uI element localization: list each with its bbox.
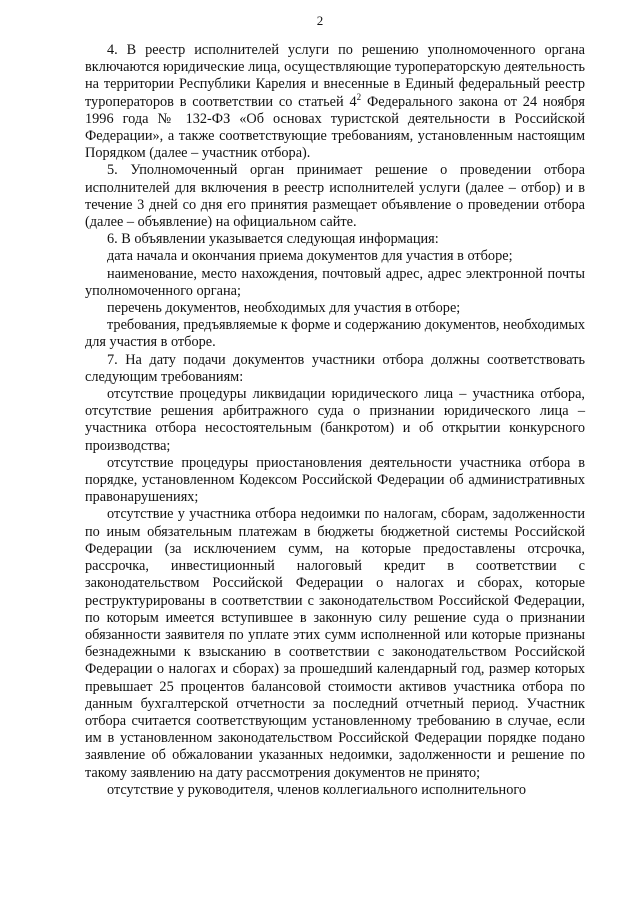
paragraph [85,782,585,799]
paragraph [85,162,585,231]
paragraph-text: 7. На дату подачи документов участники отбора должны соответствовать следующим требованиям: [85,351,585,385]
paragraph [85,352,585,386]
page-number: 2 [316,13,324,28]
paragraph-text: Федерального закона от 24 ноября 1996 года № 132-ФЗ «Об основах туристской деятельности в Российской Федерации», а также соответствующие требованиям, установленным настоящим Порядком (далее – участник отбора). [85,93,586,162]
superscript-text: 2 [356,91,362,102]
paragraph-text: 4. В реестр исполнителей услуги по решению уполномоченного органа включаются юридические лица, осуществляющие туроператорскую деятельность на территории Республики Карелия и внесенные в Единый федеральный реестр туроператоров в соответствии со статьей 4 [85,42,585,110]
paragraph [85,248,585,265]
paragraph [85,231,585,248]
document-body [85,42,585,799]
paragraph-text: отсутствие процедуры приостановления деятельности участника отбора в порядке, установленном Кодексом Российской Федерации об административных правонарушениях; [85,454,585,506]
paragraph [85,266,585,300]
paragraph-text: отсутствие у участника отбора недоимки по налогам, сборам, задолженности по иным обязательным платежам в бюджеты бюджетной системы Российской Федерации (за исключением сумм, на которые предоставлены отсрочка, рассрочка, инвестиционный налоговый кредит в соответствии с законодательством Российской Федерации о налогах и сборах, которые реструктурированы в соответствии с законодательством Российской Федерации, по которым имеется вступившее в законную силу решение суда о признании обязанности заявителя по уплате этих сумм исполненной или которые признаны безнадежными к взысканию в соответствии с законодательством Российской Федерации о налогах и сборах) за прошедший календарный год, размер которых превышает 25 процентов балансовой стоимости активов участника отбора по данным бухгалтерской отчетности за последний отчетный период. Участник отбора считается соответствующим установленному требованию в случае, если им в установленном законодательством Российской Федерации порядке подано заявление об обжаловании указанных недоимки, задолженности и решение по такому заявлению на дату рассмотрения документов не принято; [85,506,585,781]
paragraph-text: наименование, место нахождения, почтовый адрес, адрес электронной почты уполномоченного органа; [85,265,585,299]
paragraph-text: отсутствие процедуры ликвидации юридического лица – участника отбора, отсутствие решения арбитражного суда о признании юридического лица – участника отбора несостоятельным (банкротом) и об открытии конкурсного производства; [85,386,585,454]
paragraph-text: дата начала и окончания приема документов для участия в отборе; [107,248,513,265]
paragraph [85,506,585,781]
paragraph-text: 6. В объявлении указывается следующая информация: [107,231,439,248]
paragraph [85,386,585,455]
paragraph-text: отсутствие у руководителя, членов коллегиального исполнительного [107,781,526,798]
paragraph-text: требования, предъявляемые к форме и содержанию документов, необходимых для участия в отборе. [85,317,585,351]
paragraph [85,317,585,351]
paragraph [85,455,585,507]
paragraph-text: перечень документов, необходимых для участия в отборе; [107,300,461,317]
paragraph-text: 5. Уполномоченный орган принимает решение о проведении отбора исполнителей для включения в реестр исполнителей услуги (далее – отбор) и в течение 3 дней со дня его принятия размещает объявление о проведении отбора (далее – объявление) на официальном сайте. [85,162,585,231]
paragraph [85,300,585,317]
paragraph [85,42,585,162]
